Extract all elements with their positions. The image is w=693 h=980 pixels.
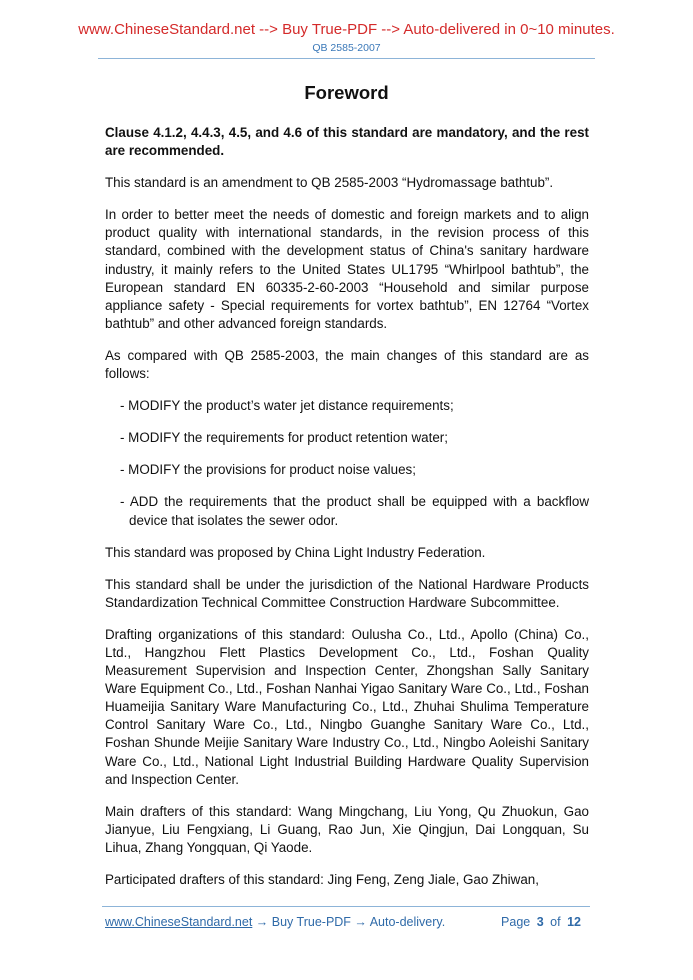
paragraph: Drafting organizations of this standard: Oulusha Co., Ltd., Apollo (China) Co., Ltd., Hangzhou Flett Plastics Development Co., Ltd., Foshan Quality Measurement Supervision and Inspection Center, Zhongshan Sally Sanitary Ware Equipment Co., Ltd., Foshan Nanhai Yigao Sanitary Ware Co., Ltd., Foshan Huameijia Sanitary Ware Manufacturing Co., Ltd., Zhuhai Shulima Temperature Control Sanitary Ware Co., Ltd., Ningbo Guanghe Sanitary Ware Co., Ltd., Foshan Shunde Meijie Sanitary Ware Industry Co., Ltd., Ningbo Aoleishi Sanitary Ware Co., Ltd., National Light Industrial Building Hardware Quality Supervision and Inspection Center. (105, 626, 589, 787)
paragraph: This standard is an amendment to QB 2585-2003 “Hydromassage bathtub”. (105, 175, 554, 191)
of-label: of (550, 915, 561, 929)
page-number: 3 (536, 915, 544, 929)
document-body (105, 124, 589, 903)
paragraph: Main drafters of this standard: Wang Mingchang, Liu Yong, Qu Zhuokun, Gao Jianyue, Liu Fengxiang, Li Guang, Rao Jun, Xie Qingjun, Dai Longquan, Su Lihua, Zhang Yongquan, Qi Yaode. (105, 803, 589, 855)
paragraph: This standard was proposed by China Light Industry Federation. (105, 544, 486, 560)
footer-link[interactable]: www.ChineseStandard.net (105, 915, 253, 929)
paragraph: As compared with QB 2585-2003, the main changes of this standard are as follows: (105, 347, 589, 382)
page-label: Page (501, 915, 531, 929)
page-indicator (501, 915, 584, 930)
mandatory-clause: Clause 4.1.2, 4.4.3, 4.5, and 4.6 of this standard are mandatory, and the rest are recommended. (105, 125, 589, 159)
paragraph: This standard shall be under the jurisdiction of the National Hardware Products Standardization Technical Committee Construction Hardware Subcommittee. (105, 576, 589, 610)
footer-divider (102, 906, 590, 907)
list-item: - MODIFY the product’s water jet distance requirements; (120, 398, 454, 414)
footer-text: → Buy True-PDF → Auto-delivery. (252, 915, 446, 929)
footer (105, 915, 584, 930)
header-divider (98, 58, 595, 59)
standard-number: QB 2585-2007 (312, 42, 381, 54)
page-total: 12 (567, 915, 581, 929)
list-item: - MODIFY the provisions for product noise values; (120, 462, 416, 478)
list-item: - ADD the requirements that the product shall be equipped with a backflow device that isolates the sewer odor. (120, 494, 589, 528)
paragraph: Participated drafters of this standard: Jing Feng, Zeng Jiale, Gao Zhiwan, (105, 872, 539, 887)
paragraph: In order to better meet the needs of domestic and foreign markets and to align product quality with international standards, in the revision process of this standard, combined with the development status of China's sanitary hardware industry, it mainly refers to the United States UL1795 “Whirlpool bathtub”, the European standard EN 60335-2-60-2003 “Household and similar purpose appliance safety - Special requirements for vortex bathtub”, EN 12764 “Vortex bathtub” and other advanced foreign standards. (105, 207, 589, 331)
header-banner: www.ChineseStandard.net --> Buy True-PDF --> Auto-delivered in 0~10 minutes. (78, 21, 615, 38)
list-item: - MODIFY the requirements for product retention water; (120, 430, 448, 446)
page-title: Foreword (304, 82, 389, 103)
